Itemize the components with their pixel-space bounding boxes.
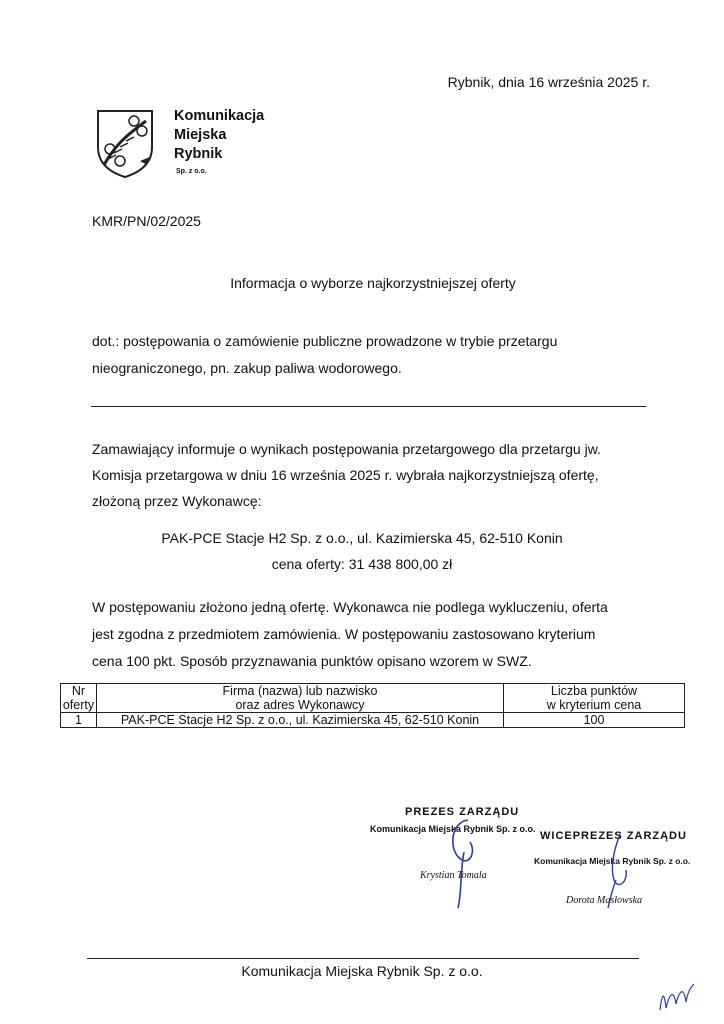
signature-2-name: Dorota Masłowska [566,895,643,906]
header-text: Firma (nazwa) lub nazwisko [222,684,378,698]
winner-block [0,525,724,577]
info-paragraph [92,436,657,514]
notes-line: cena 100 pkt. Sposób przyznawania punktów opisano wzorem w SWZ. [92,653,532,669]
winner-name: PAK-PCE Stacje H2 Sp. z o.o., ul. Kazimierska 45, 62-510 Konin [161,530,563,546]
header-text: Liczba punktów [550,684,638,698]
footer-divider [87,958,639,959]
subject-paragraph [92,328,652,382]
info-line: złożoną przez Wykonawcę: [92,493,262,509]
info-line: Komisja przetargowa w dniu 16 września 2025 r. wybrała najkorzystniejszą ofertę, [92,467,599,483]
divider [91,406,646,407]
winner-price: cena oferty: 31 438 800,00 zł [271,556,453,572]
company-name-line: Komunikacja [174,108,265,124]
header-contractor [97,684,504,713]
cell-offer-number: 1 [61,713,97,728]
notes-paragraph [92,594,662,675]
signature-2-company: Komunikacja Miejska Rybnik Sp. z o.o. [534,856,691,866]
signature-1-name: Krystian Tomala [420,870,487,881]
notes-line: jest zgodna z przedmiotem zamówienia. W postępowaniu zastosowano kryterium [92,626,596,642]
header-text: oferty [62,698,95,712]
subject-line: nieograniczonego, pn. zakup paliwa wodorowego. [92,360,402,376]
reference-number: KMR/PN/02/2025 [92,213,201,229]
footer-company: Komunikacja Miejska Rybnik Sp. z o.o. [241,963,483,979]
header-points [504,684,685,713]
table-header-row [61,684,685,713]
signature-1-company: Komunikacja Miejska Rybnik Sp. z o.o. [370,824,536,834]
document-title: Informacja o wyborze najkorzystniejszej oferty [230,275,516,291]
header-text: oraz adres Wykonawcy [235,698,365,712]
header-text: Nr [71,684,86,698]
results-table [60,683,685,728]
header-offer-number [61,684,97,713]
cell-contractor: PAK-PCE Stacje H2 Sp. z o.o., ul. Kazimierska 45, 62-510 Konin [97,713,504,728]
company-name [174,107,264,164]
signature-2-scribble [600,830,640,910]
notes-line: W postępowaniu złożono jedną ofertę. Wykonawca nie podlega wykluczeniu, oferta [92,599,608,615]
initials-scribble [656,980,696,1016]
coat-of-arms-logo [94,107,156,179]
info-line: Zamawiający informuje o wynikach postępowania przetargowego dla przetargu jw. [92,441,601,457]
table-row [61,713,685,728]
cell-points: 100 [504,713,685,728]
place-date: Rybnik, dnia 16 września 2025 r. [447,74,650,90]
subject-line: dot.: postępowania o zamówienie publiczne prowadzone w trybie przetargu [92,333,558,349]
signature-2-title: WICEPREZES ZARZĄDU [540,830,687,842]
signature-1-title: PREZES ZARZĄDU [405,806,520,818]
company-legal-form: Sp. z o.o. [176,168,207,175]
header-text: w kryterium cena [546,698,642,712]
company-name-line: Miejska [174,127,227,143]
signature-1-scribble [440,812,490,912]
company-name-line: Rybnik [174,146,223,162]
